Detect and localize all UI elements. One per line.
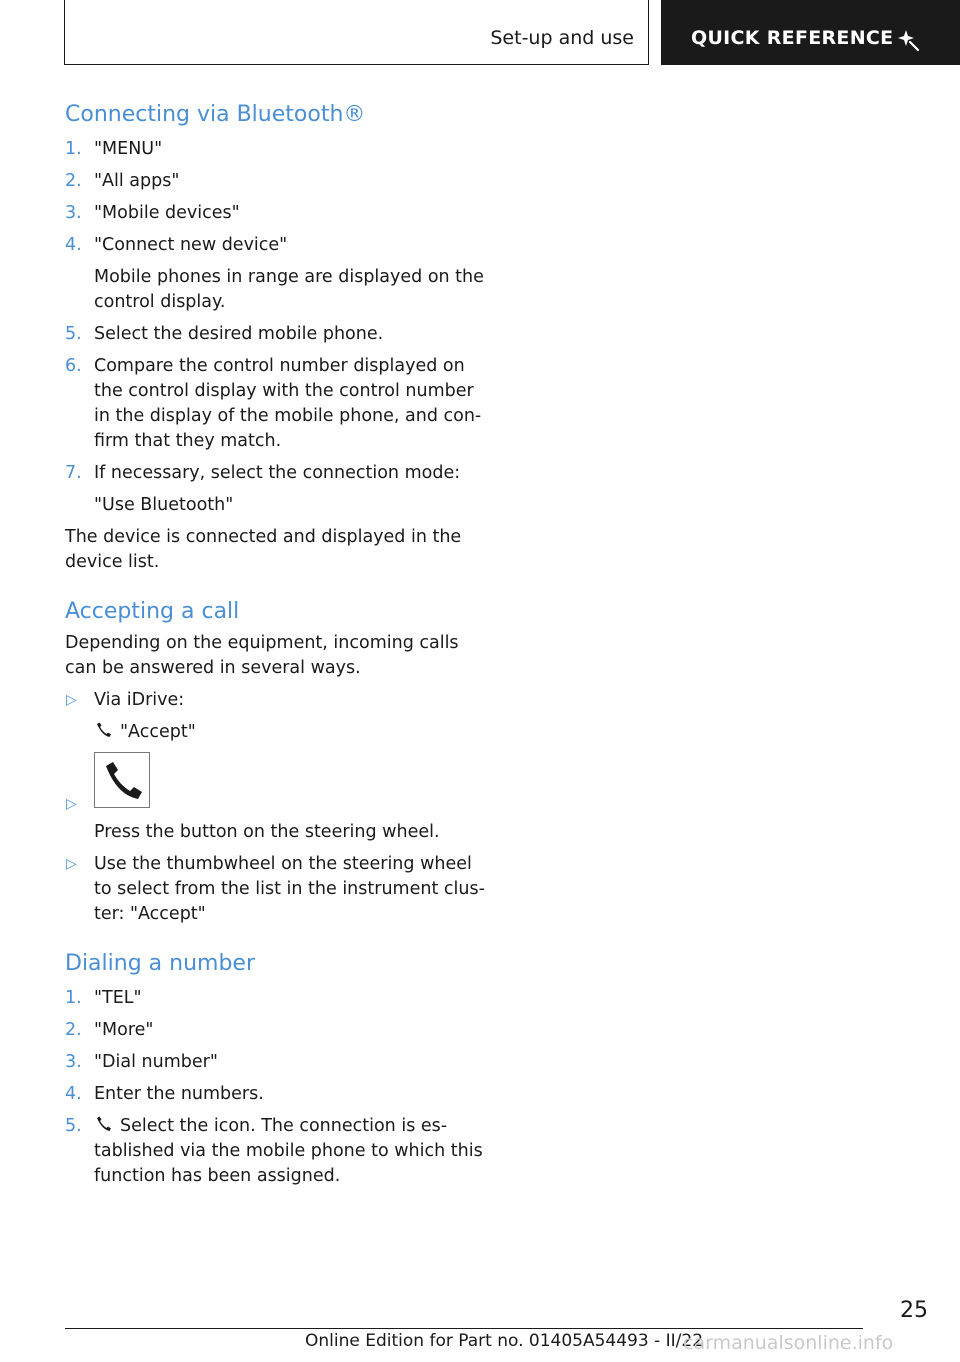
step-text: "All apps" [94, 171, 180, 191]
step-text: If necessary, select the connection mode: [94, 463, 461, 483]
step-number: 6. [65, 356, 82, 376]
step-text: "TEL" [94, 988, 142, 1008]
header-section-box [64, 0, 649, 65]
list-item [65, 1114, 485, 1189]
section-title: Set-up and use [490, 27, 634, 49]
page-content [65, 100, 485, 1189]
step-number: 1. [65, 988, 82, 1008]
list-item [65, 986, 485, 1011]
list-item [65, 233, 485, 258]
list-item [65, 322, 485, 347]
step-number: 1. [65, 139, 82, 159]
steering-wheel-phone-button [94, 752, 150, 808]
page-number: 25 [900, 1298, 928, 1323]
step-note [65, 720, 485, 745]
list-item [65, 765, 485, 813]
step-text: Enter the numbers. [94, 1084, 264, 1104]
step-text: "Connect new device" [94, 235, 288, 255]
heading-bluetooth: Connecting via Bluetooth® [65, 102, 366, 127]
step-note: Press the button on the steering wheel. [94, 822, 440, 842]
list-item [65, 461, 485, 486]
chapter-title: QUICK REFERENCE [691, 27, 894, 49]
chapter-tab [661, 0, 960, 65]
footer-divider [65, 1328, 863, 1329]
step-number: 3. [65, 203, 82, 223]
heading-dialing: Dialing a number [65, 951, 255, 976]
step-number: 4. [65, 235, 82, 255]
bullet-marker: ▷ [66, 692, 77, 708]
heading-accept-call: Accepting a call [65, 599, 240, 624]
list-item [65, 1082, 485, 1107]
step-text: "MENU" [94, 139, 163, 159]
list-item [65, 1050, 485, 1075]
step-number: 3. [65, 1052, 82, 1072]
step-text: Select the desired mobile phone. [94, 324, 384, 344]
step-note: "Use Bluetooth" [94, 495, 234, 515]
sparkle-icon [897, 28, 921, 52]
watermark: carmanualsonline.info [683, 1332, 894, 1354]
list-item [65, 688, 485, 713]
step-number: 7. [65, 463, 82, 483]
step-text: "Mobile devices" [94, 203, 240, 223]
edition-note: Online Edition for Part no. 01405A54493 - II/22 [305, 1331, 704, 1351]
step-text: Compare the control number displayed on the control display with the control number in the display of the mobile phone, and con‐firm that they match. [94, 356, 482, 451]
step-text: "Dial number" [94, 1052, 218, 1072]
step-number: 4. [65, 1084, 82, 1104]
accept-action: "Accept" [120, 722, 196, 742]
list-item [65, 1018, 485, 1043]
phone-handset-icon [95, 753, 149, 807]
step-text: "More" [94, 1020, 154, 1040]
phone-handset-icon [94, 720, 114, 740]
step-note: Mobile phones in range are displayed on the control display. [94, 267, 484, 312]
paragraph: Depending on the equipment, incoming calls can be answered in several ways. [65, 633, 459, 678]
list-item [65, 354, 485, 454]
step-number: 5. [65, 1116, 82, 1136]
list-item [65, 852, 485, 927]
step-number: 2. [65, 1020, 82, 1040]
list-item [65, 169, 485, 194]
bullet-text: Via iDrive: [94, 690, 185, 710]
bullet-marker: ▷ [66, 856, 77, 872]
step-number: 5. [65, 324, 82, 344]
step-text: Select the icon. The connection is es‐tablished via the mobile phone to which this function has been assigned. [94, 1116, 483, 1186]
list-item [65, 201, 485, 226]
paragraph: The device is connected and displayed in the device list. [65, 527, 462, 572]
phone-handset-icon [94, 1114, 114, 1134]
list-item [65, 137, 485, 162]
step-number: 2. [65, 171, 82, 191]
bullet-text: Use the thumbwheel on the steering wheel to select from the list in the instrument clus‐ter: "Accept" [94, 854, 485, 924]
bullet-marker: ▷ [66, 796, 77, 812]
